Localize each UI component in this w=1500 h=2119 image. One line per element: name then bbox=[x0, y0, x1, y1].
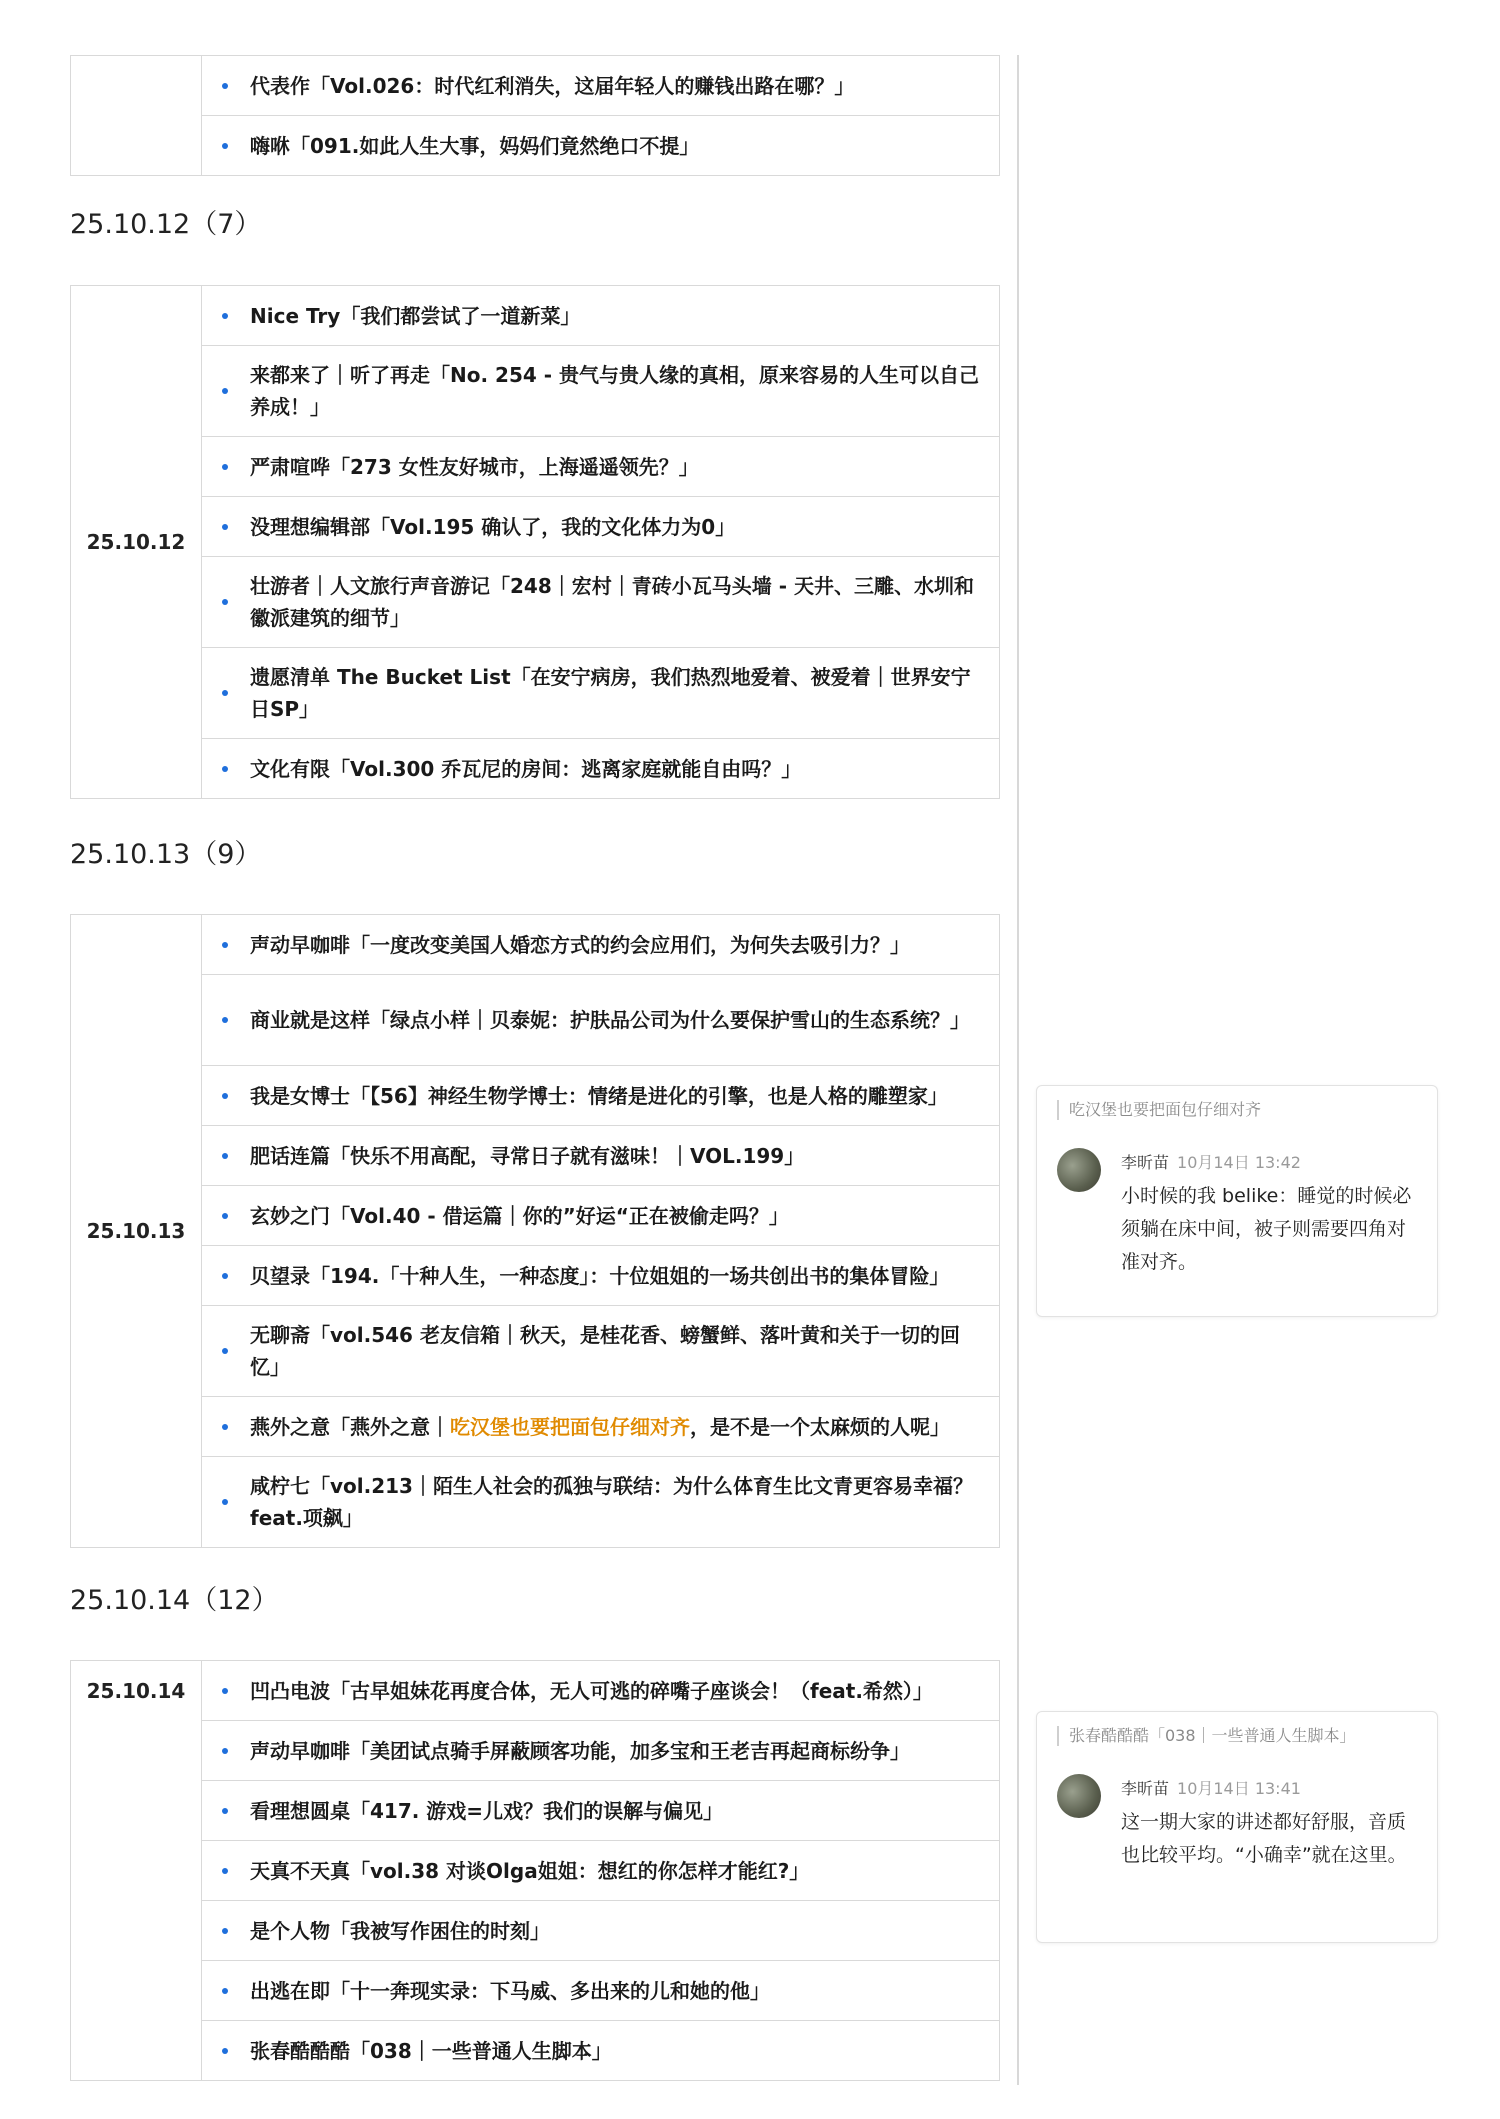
list-item[interactable]: 严肃喧哗「273 女性友好城市，上海遥遥领先？」 bbox=[202, 437, 1000, 497]
comment-card[interactable] bbox=[1036, 1711, 1438, 1943]
list-item[interactable]: 贝望录「194.「十种人生，一种态度」：十位姐姐的一场共创出书的集体冒险」 bbox=[202, 1246, 1000, 1306]
item-suffix: ，是不是一个太麻烦的人呢」 bbox=[690, 1414, 950, 1439]
highlighted-text[interactable]: 吃汉堡也要把面包仔细对齐 bbox=[450, 1414, 690, 1439]
date-cell: 25.10.14 bbox=[71, 1661, 202, 2081]
comment-author-line bbox=[1121, 1150, 1301, 1173]
list-item[interactable]: 来都来了｜听了再走「No. 254 - 贵气与贵人缘的真相，原来容易的人生可以自己养成！」 bbox=[202, 346, 1000, 437]
day-table-previous bbox=[70, 55, 1000, 176]
day-table bbox=[70, 914, 1000, 1548]
day-heading: 25.10.12（7） bbox=[70, 209, 262, 240]
comment-author: 李昕苗 bbox=[1121, 1779, 1170, 1798]
list-item[interactable]: 出逃在即「十一奔现实录：下马威、多出来的儿和她的他」 bbox=[202, 1961, 1000, 2021]
comment-card[interactable] bbox=[1036, 1085, 1438, 1317]
date-cell: 25.10.13 bbox=[71, 915, 202, 1548]
date-cell: 25.10.12 bbox=[71, 286, 202, 799]
comment-author-line bbox=[1121, 1776, 1301, 1799]
list-item[interactable]: 声动早咖啡「一度改变美国人婚恋方式的约会应用们，为何失去吸引力？」 bbox=[202, 915, 1000, 975]
list-item[interactable]: 嗨咻「091.如此人生大事，妈妈们竟然绝口不提」 bbox=[202, 116, 1000, 176]
list-item[interactable]: 我是女博士「【56】神经生物学博士：情绪是进化的引擎，也是人格的雕塑家」 bbox=[202, 1066, 1000, 1126]
avatar[interactable] bbox=[1057, 1774, 1101, 1818]
list-item[interactable]: 遗愿清单 The Bucket List「在安宁病房，我们热烈地爱着、被爱着｜世界安宁日SP」 bbox=[202, 648, 1000, 739]
avatar[interactable] bbox=[1057, 1148, 1101, 1192]
comment-time: 10月14日 13:41 bbox=[1177, 1779, 1301, 1798]
list-item-active[interactable]: 张春酷酷酷「038｜一些普通人生脚本」 bbox=[202, 2021, 1000, 2081]
list-item[interactable]: 文化有限「Vol.300 乔瓦尼的房间：逃离家庭就能自由吗？」 bbox=[202, 739, 1000, 799]
date-cell bbox=[71, 56, 202, 176]
column-divider bbox=[1017, 55, 1019, 2085]
list-item[interactable]: 天真不天真「vol.38 对谈Olga姐姐：想红的你怎样才能红?」 bbox=[202, 1841, 1000, 1901]
list-item[interactable]: 壮游者｜人文旅行声音游记「248｜宏村｜青砖小瓦马头墙 - 天井、三雕、水圳和徽派建筑的细节」 bbox=[202, 557, 1000, 648]
comment-text: 这一期大家的讲述都好舒服，音质也比较平均。“小确幸”就在这里。 bbox=[1121, 1811, 1407, 1866]
list-item[interactable]: 玄妙之门「Vol.40 - 借运篇｜你的”好运“正在被偷走吗？」 bbox=[202, 1186, 1000, 1246]
day-table bbox=[70, 1660, 1000, 2081]
list-item[interactable]: 无聊斋「vol.546 老友信箱｜秋天，是桂花香、螃蟹鲜、落叶黄和关于一切的回忆」 bbox=[202, 1306, 1000, 1397]
list-item[interactable]: 是个人物「我被写作困住的时刻」 bbox=[202, 1901, 1000, 1961]
day-heading: 25.10.13（9） bbox=[70, 839, 262, 870]
list-item[interactable]: 没理想编辑部「Vol.195 确认了，我的文化体力为0」 bbox=[202, 497, 1000, 557]
comment-text: 小时候的我 belike：睡觉的时候必须躺在床中间，被子则需要四角对准对齐。 bbox=[1121, 1185, 1412, 1273]
list-item[interactable]: 代表作「Vol.026：时代红利消失，这届年轻人的赚钱出路在哪？」 bbox=[202, 56, 1000, 116]
list-item[interactable]: 看理想圆桌「417. 游戏=儿戏？我们的误解与偏见」 bbox=[202, 1781, 1000, 1841]
list-item[interactable]: 声动早咖啡「美团试点骑手屏蔽顾客功能，加多宝和王老吉再起商标纷争」 bbox=[202, 1721, 1000, 1781]
day-table bbox=[70, 285, 1000, 799]
day-heading: 25.10.14（12） bbox=[70, 1585, 279, 1616]
list-item[interactable]: 肥话连篇「快乐不用高配，寻常日子就有滋味！｜VOL.199」 bbox=[202, 1126, 1000, 1186]
comment-quote[interactable]: 吃汉堡也要把面包仔细对齐 bbox=[1057, 1100, 1261, 1120]
list-item-highlighted[interactable] bbox=[202, 1397, 1000, 1457]
list-item[interactable]: Nice Try「我们都尝试了一道新菜」 bbox=[202, 286, 1000, 346]
comment-quote[interactable]: 张春酷酷酷「038｜一些普通人生脚本」 bbox=[1057, 1726, 1356, 1746]
list-item[interactable]: 咸柠七「vol.213｜陌生人社会的孤独与联结：为什么体育生比文青更容易幸福？feat.项飙」 bbox=[202, 1457, 1000, 1548]
item-prefix: 燕外之意「燕外之意｜ bbox=[250, 1414, 450, 1439]
comment-time: 10月14日 13:42 bbox=[1177, 1153, 1301, 1172]
list-item[interactable]: 凹凸电波「古早姐妹花再度合体，无人可逃的碎嘴子座谈会！（feat.希然）」 bbox=[202, 1661, 1000, 1721]
comment-author: 李昕苗 bbox=[1121, 1153, 1170, 1172]
list-item[interactable]: 商业就是这样「绿点小样｜贝泰妮：护肤品公司为什么要保护雪山的生态系统？」 bbox=[202, 975, 1000, 1066]
